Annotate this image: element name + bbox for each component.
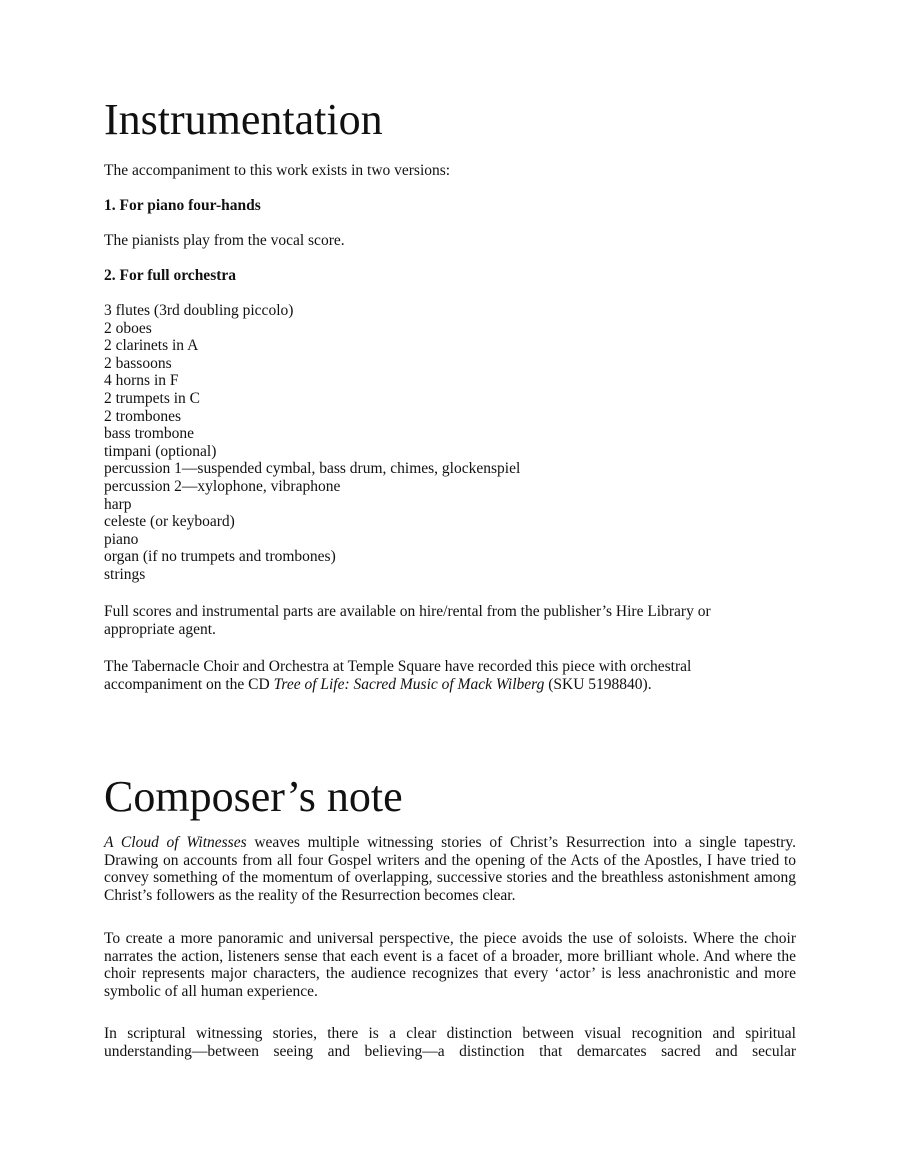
work-title: A Cloud of Witnesses <box>104 834 247 851</box>
instrument-item: percussion 2—xylophone, vibraphone <box>104 477 341 495</box>
instrument-item: percussion 1—suspended cymbal, bass drum, chimes, glockenspiel <box>104 460 521 478</box>
instrument-item: 4 horns in F <box>104 372 179 390</box>
hire-note: Full scores and instrumental parts are available on hire/rental from the publisher’s Hire Library or appropriate agent. <box>104 603 711 638</box>
recording-note <box>104 658 764 693</box>
instrument-item: 2 oboes <box>104 319 152 337</box>
composers-note-paragraph-3: In scriptural witnessing stories, there is a clear distinction between visual recognition and spiritual understanding—between seeing and believing—a distinction that demarcates sacred and secular <box>104 1025 796 1060</box>
recording-post: (SKU 5198840). <box>544 675 652 693</box>
instrument-item: 2 trombones <box>104 407 182 425</box>
version2-title: 2. For full orchestra <box>104 267 237 284</box>
instrument-list <box>104 302 796 584</box>
instrument-item: 2 clarinets in A <box>104 337 199 355</box>
instrument-item: strings <box>104 565 146 583</box>
instrument-item: bass trombone <box>104 425 194 443</box>
instrument-item: timpani (optional) <box>104 442 217 460</box>
composers-note-heading: Composer’s note <box>104 772 403 821</box>
composers-note-paragraph-2: To create a more panoramic and universal perspective, the piece avoids the use of soloists. Where the choir narrates the action, listeners sense that each event is a facet of a broader, more brilliant whole. And where the choir represents major characters, the audience recognizes that every ‘actor’ is less anachronistic and more symbolic of all human experience. <box>104 930 796 1000</box>
instrument-item: piano <box>104 530 139 548</box>
recording-pre: The Tabernacle Choir and Orchestra at Temple Square have recorded this piece with orchestral accompaniment on the CD <box>104 658 692 693</box>
instrument-item: harp <box>104 495 132 513</box>
composers-note-paragraph-1: A Cloud of Witnesses weaves multiple witnessing stories of Christ’s Resurrection into a single tapestry. Drawing on accounts from all four Gospel writers and the opening of the Acts of the Apostles, I have tried to convey something of the momentum of overlapping, successive stories and the breathless astonishment among Christ’s followers as the reality of the Resurrection becomes clear. <box>104 834 796 904</box>
version1-title: 1. For piano four-hands <box>104 197 261 214</box>
instrumentation-heading: Instrumentation <box>104 95 383 144</box>
instrument-item: organ (if no trumpets and trombones) <box>104 548 336 566</box>
version1-text: The pianists play from the vocal score. <box>104 232 345 249</box>
intro-text: The accompaniment to this work exists in two versions: <box>104 162 451 179</box>
instrument-item: 2 trumpets in C <box>104 389 201 407</box>
instrument-item: 2 bassoons <box>104 354 172 372</box>
instrument-item: celeste (or keyboard) <box>104 513 235 531</box>
recording-cd-title: Tree of Life: Sacred Music of Mack Wilberg <box>273 675 545 693</box>
instrument-item: 3 flutes (3rd doubling piccolo) <box>104 302 294 319</box>
